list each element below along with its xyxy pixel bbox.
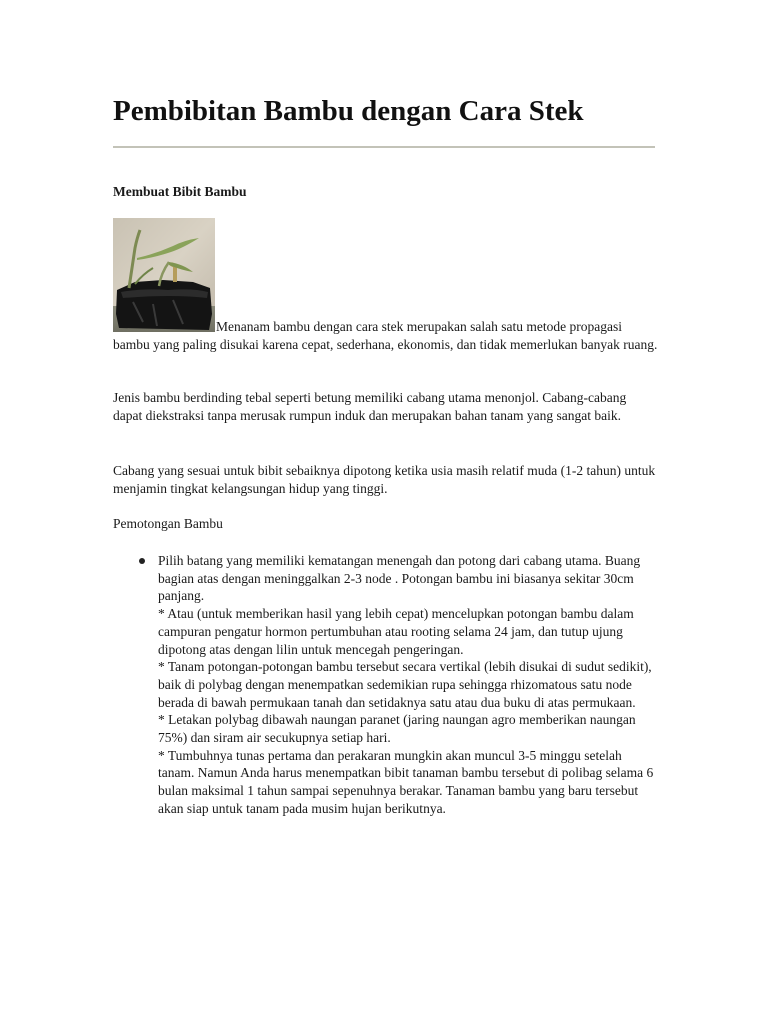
section-heading: Pemotongan Bambu xyxy=(113,516,223,531)
step-text: * Atau (untuk memberikan hasil yang lebih cepat) mencelupkan potongan bambu dalam campuran pengatur hormon pertumbuhan atau rooting selama 24 jam, dan tutup ujung dipotong atas dengan lilin untuk mencegah pengeringan. xyxy=(158,606,634,657)
step-text: * Tanam potongan-potongan bambu tersebut secara vertikal (lebih disukai di sudut sedikit), baik di polybag dengan menempatkan sedemikian rupa sehingga rhizomatous satu node berada di bawah permukaan tanah dan setidaknya satu atau dua buku di atas permukaan. xyxy=(158,659,652,710)
step-text: * Letakan polybag dibawah naungan paranet (jaring naungan agro memberikan naungan 75%) dan siram air secukupnya setiap hari. xyxy=(158,712,636,746)
subheading: Membuat Bibit Bambu xyxy=(113,184,247,199)
document-title: Pembibitan Bambu dengan Cara Stek xyxy=(113,95,584,127)
bullet-icon xyxy=(139,558,145,564)
bamboo-seedling-photo xyxy=(113,218,215,332)
list-item xyxy=(113,552,658,818)
step-text: Pilih batang yang memiliki kematangan menengah dan potong dari cabang utama. Buang bagian atas dengan meninggalkan 2-3 node . Potongan bambu ini biasanya sekitar 30cm panjang. xyxy=(158,553,641,604)
title-divider xyxy=(113,146,655,148)
paragraph-cutting-age: Cabang yang sesuai untuk bibit sebaiknya dipotong ketika usia masih relatif muda (1-2 tahun) untuk menjamin tingkat kelangsungan hidup yang tinggi. xyxy=(113,463,656,496)
paragraph-bamboo-types: Jenis bambu berdinding tebal seperti betung memiliki cabang utama menonjol. Cabang-cabang dapat diekstraksi tanpa merusak rumpun induk dan merupakan bahan tanam yang sangat baik. xyxy=(113,390,627,423)
step-text: * Tumbuhnya tunas pertama dan perakaran mungkin akan muncul 3-5 minggu setelah tanam. Namun Anda harus menempatkan bibit tanaman bambu tersebut di polibag selama 6 bulan maksimal 1 tahun sampai sepenuhnya berakar. Tanaman bambu yang baru tersebut akan siap untuk tanam pada musim hujan berikutnya. xyxy=(158,747,654,816)
intro-paragraph: Menanam bambu dengan cara stek merupakan salah satu metode propagasi bambu yang paling disukai karena cepat, sederhana, ekonomis, dan tidak memerlukan banyak ruang. xyxy=(113,319,658,352)
steps-list xyxy=(113,552,658,818)
